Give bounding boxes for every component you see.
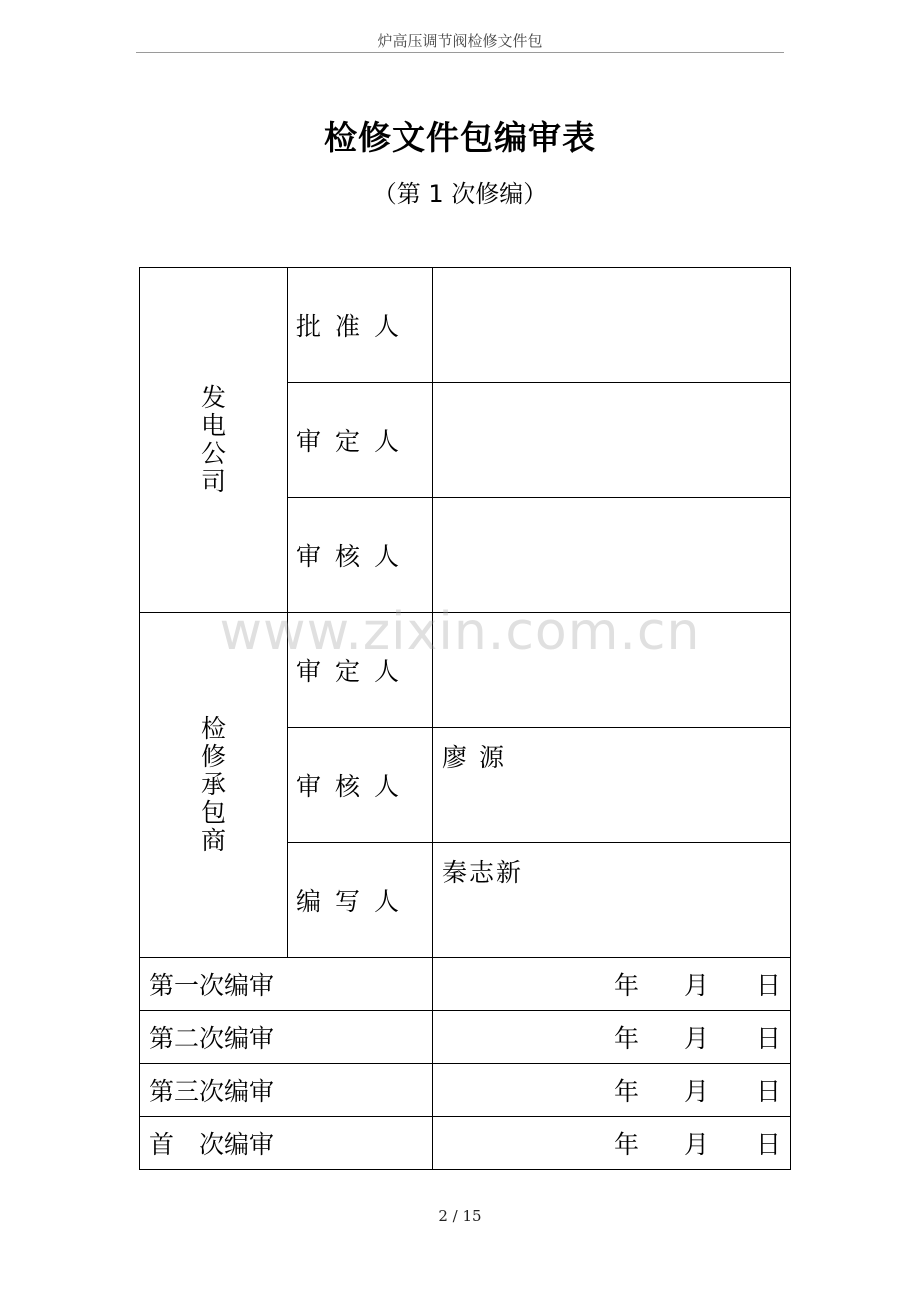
role-cell: 审核人 xyxy=(288,498,433,613)
day-label: 日 xyxy=(756,1077,782,1106)
header-divider xyxy=(136,52,784,53)
group-label: 检修承包商 xyxy=(200,714,226,855)
name-cell: 秦志新 xyxy=(433,843,791,958)
review-round-label: 首 次编审 xyxy=(140,1117,433,1170)
day-label: 日 xyxy=(756,971,782,1000)
role-cell: 批准人 xyxy=(288,268,433,383)
month-label: 月 xyxy=(684,971,710,1000)
date-cell xyxy=(433,1011,791,1064)
date-cell xyxy=(433,1064,791,1117)
role-cell: 审定人 xyxy=(288,383,433,498)
date-cell xyxy=(433,958,791,1011)
name-cell: 廖 源 xyxy=(433,728,791,843)
day-label: 日 xyxy=(756,1024,782,1053)
review-round-label: 第三次编审 xyxy=(140,1064,433,1117)
group-label: 发电公司 xyxy=(200,383,226,496)
date-cell xyxy=(433,1117,791,1170)
table-row xyxy=(140,958,791,1011)
group-cell-power-company xyxy=(140,268,288,613)
page-number: 2 / 15 xyxy=(438,1207,482,1225)
page-subtitle: （第 1 次修编） xyxy=(372,180,548,208)
table-row xyxy=(140,268,791,383)
role-cell: 审核人 xyxy=(288,728,433,843)
page-title: 检修文件包编审表 xyxy=(324,118,596,157)
year-label: 年 xyxy=(614,1077,640,1106)
review-round-label: 第二次编审 xyxy=(140,1011,433,1064)
running-header: 炉高压调节阀检修文件包 xyxy=(377,32,543,50)
year-label: 年 xyxy=(614,971,640,1000)
month-label: 月 xyxy=(684,1024,710,1053)
group-cell-contractor xyxy=(140,613,288,958)
year-label: 年 xyxy=(614,1024,640,1053)
role-cell: 审定人 xyxy=(288,613,433,728)
name-cell xyxy=(433,498,791,613)
table-row xyxy=(140,1011,791,1064)
name-cell xyxy=(433,268,791,383)
role-cell: 编写人 xyxy=(288,843,433,958)
watermark: www.zixin.com.cn xyxy=(219,602,701,662)
table-row xyxy=(140,1117,791,1170)
table-row xyxy=(140,1064,791,1117)
review-round-label: 第一次编审 xyxy=(140,958,433,1011)
year-label: 年 xyxy=(614,1130,640,1159)
day-label: 日 xyxy=(756,1130,782,1159)
month-label: 月 xyxy=(684,1130,710,1159)
review-table xyxy=(139,267,791,1170)
month-label: 月 xyxy=(684,1077,710,1106)
name-cell xyxy=(433,383,791,498)
